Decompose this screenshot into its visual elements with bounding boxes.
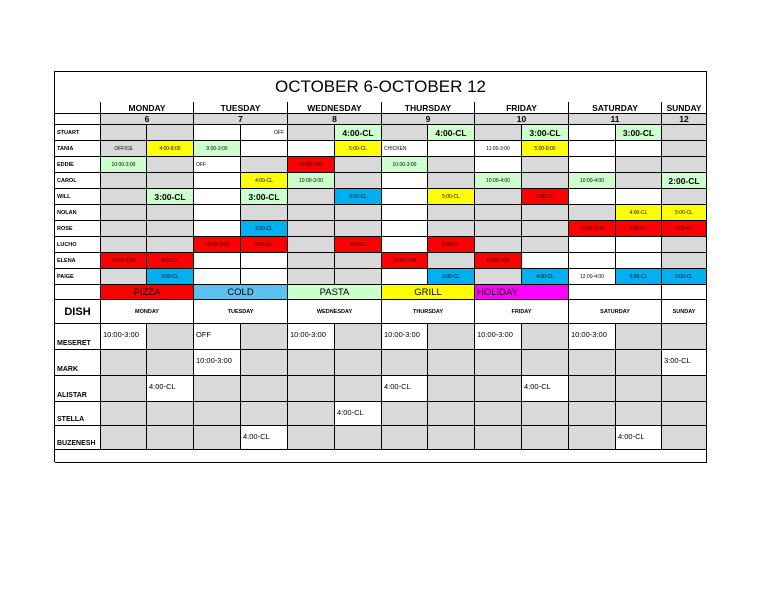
shift-cell[interactable] (194, 189, 241, 205)
shift-cell[interactable]: 5:00-CL (662, 205, 707, 221)
day-header-friday: FRIDAY (475, 102, 569, 114)
date-cell: 8 (288, 114, 382, 125)
shift-cell[interactable]: 10:00-3:00 (569, 221, 616, 237)
dish-shift-cell[interactable] (382, 350, 428, 376)
shift-cell[interactable] (662, 253, 707, 269)
shift-cell[interactable] (428, 157, 475, 173)
shift-cell[interactable] (101, 125, 147, 141)
shift-cell[interactable]: 4:00-CL (616, 205, 662, 221)
shift-cell[interactable] (288, 221, 335, 237)
dish-shift-cell[interactable] (428, 402, 475, 426)
legend-empty-cell (662, 285, 707, 300)
shift-cell[interactable]: 10:00-3:00 (101, 157, 147, 173)
dish-staff-name-meseret: MESERET (55, 324, 101, 350)
shift-cell[interactable]: 10:00-3:00 (382, 253, 428, 269)
shift-cell[interactable] (428, 253, 475, 269)
shift-cell[interactable] (147, 221, 194, 237)
shift-cell[interactable]: 4:00-CL (428, 125, 475, 141)
day-header-tuesday: TUESDAY (194, 102, 288, 114)
dish-shift-cell[interactable] (522, 426, 569, 450)
dish-day-sunday: SUNDAY (662, 300, 707, 324)
shift-cell[interactable]: 4:00-8:00 (147, 141, 194, 157)
shift-cell[interactable]: 5:00-CL (428, 237, 475, 253)
shift-cell[interactable] (335, 221, 382, 237)
dish-day-thursday: THURSDAY (382, 300, 475, 324)
dish-shift-cell[interactable] (335, 324, 382, 350)
shift-cell[interactable] (382, 269, 428, 285)
shift-cell[interactable]: 3:00-CL (147, 189, 194, 205)
shift-cell[interactable]: OFFICE (101, 141, 147, 157)
day-header-monday: MONDAY (101, 102, 194, 114)
staff-name-nolan: NOLAN (55, 205, 101, 221)
dish-shift-cell[interactable]: OFF (194, 324, 241, 350)
shift-cell[interactable] (147, 173, 194, 189)
shift-cell[interactable]: OFF (241, 125, 288, 141)
dish-shift-cell[interactable]: 4:00-CL (522, 376, 569, 402)
staff-name-will: WILL (55, 189, 101, 205)
dish-shift-cell[interactable] (428, 324, 475, 350)
dish-shift-cell[interactable]: 10:00-3:00 (382, 324, 428, 350)
shift-cell[interactable]: 10:00-3:00 (475, 253, 522, 269)
dish-shift-cell[interactable] (616, 376, 662, 402)
dish-shift-cell[interactable] (569, 426, 616, 450)
date-cell: 10 (475, 114, 569, 125)
shift-cell[interactable]: 3:00-CL (616, 125, 662, 141)
dish-shift-cell[interactable]: 4:00-CL (335, 402, 382, 426)
shift-cell[interactable] (616, 253, 662, 269)
dish-shift-cell[interactable] (428, 376, 475, 402)
dish-shift-cell[interactable]: 10:00-3:00 (475, 324, 522, 350)
shift-cell[interactable] (241, 269, 288, 285)
day-header-wednesday: WEDNESDAY (288, 102, 382, 114)
dish-shift-cell[interactable] (428, 350, 475, 376)
dish-shift-cell[interactable] (522, 324, 569, 350)
shift-cell[interactable]: 3:00-CL (522, 189, 569, 205)
shift-cell[interactable] (335, 205, 382, 221)
dish-shift-cell[interactable] (101, 350, 147, 376)
shift-cell[interactable] (662, 237, 707, 253)
shift-cell[interactable]: 2:00-CL (662, 173, 707, 189)
dish-shift-cell[interactable] (147, 324, 194, 350)
staff-name-elena: ELENA (55, 253, 101, 269)
staff-name-tania: TANIA (55, 141, 101, 157)
shift-cell[interactable] (428, 173, 475, 189)
shift-cell[interactable]: 3:00-CL (335, 189, 382, 205)
shift-cell[interactable] (335, 157, 382, 173)
dish-shift-cell[interactable] (147, 426, 194, 450)
category-cold: COLD (194, 285, 288, 300)
dish-shift-cell[interactable]: 4:00-CL (241, 426, 288, 450)
dish-shift-cell[interactable] (101, 402, 147, 426)
bottom-strip (55, 450, 707, 463)
shift-cell[interactable]: 3:00-CL (241, 189, 288, 205)
shift-cell[interactable] (288, 141, 335, 157)
shift-cell[interactable] (382, 205, 428, 221)
shift-cell[interactable] (288, 269, 335, 285)
dish-shift-cell[interactable] (662, 426, 707, 450)
shift-cell[interactable] (475, 157, 522, 173)
shift-cell[interactable]: 11:00-3:00 (475, 141, 522, 157)
shift-cell[interactable] (147, 205, 194, 221)
shift-cell[interactable]: 5:00-8:00 (522, 141, 569, 157)
shift-cell[interactable]: 3:00-CL (428, 269, 475, 285)
dish-shift-cell[interactable] (288, 426, 335, 450)
shift-cell[interactable] (522, 173, 569, 189)
shift-cell[interactable] (382, 125, 428, 141)
shift-cell[interactable] (288, 253, 335, 269)
shift-cell[interactable] (335, 173, 382, 189)
staff-name-paige: PAIGE (55, 269, 101, 285)
dish-shift-cell[interactable] (569, 402, 616, 426)
dish-day-wednesday: WEDNESDAY (288, 300, 382, 324)
shift-cell[interactable] (522, 221, 569, 237)
dish-shift-cell[interactable]: 10:00-3:00 (101, 324, 147, 350)
dish-shift-cell[interactable] (194, 376, 241, 402)
shift-cell[interactable]: 4:00-CL (335, 125, 382, 141)
shift-cell[interactable]: 10:00-3:00 (288, 157, 335, 173)
dish-shift-cell[interactable] (522, 402, 569, 426)
date-cell: 7 (194, 114, 288, 125)
shift-cell[interactable] (382, 237, 428, 253)
dish-shift-cell[interactable] (382, 426, 428, 450)
shift-cell[interactable]: 4:00-CL (241, 173, 288, 189)
shift-cell[interactable] (428, 205, 475, 221)
dish-shift-cell[interactable] (147, 402, 194, 426)
shift-cell[interactable] (569, 157, 616, 173)
shift-cell[interactable] (569, 189, 616, 205)
shift-cell[interactable]: 10:00-4:00 (475, 173, 522, 189)
shift-cell[interactable]: 2:00-CL (662, 269, 707, 285)
dish-shift-cell[interactable] (288, 376, 335, 402)
staff-name-lucho: LUCHO (55, 237, 101, 253)
shift-cell[interactable] (241, 141, 288, 157)
shift-cell[interactable] (569, 237, 616, 253)
date-cell: 11 (569, 114, 662, 125)
category-grill: GRILL (382, 285, 475, 300)
date-cell: 12 (662, 114, 707, 125)
dish-shift-cell[interactable] (616, 350, 662, 376)
shift-cell[interactable] (616, 189, 662, 205)
category-holiday: HOLIDAY (475, 285, 569, 300)
shift-cell[interactable] (428, 141, 475, 157)
shift-cell[interactable] (147, 237, 194, 253)
dish-shift-cell[interactable]: 10:00-3:00 (194, 350, 241, 376)
dish-shift-cell[interactable] (241, 402, 288, 426)
shift-cell[interactable]: 5:00-CL (335, 141, 382, 157)
shift-cell[interactable] (475, 125, 522, 141)
dish-shift-cell[interactable] (241, 350, 288, 376)
dish-shift-cell[interactable] (241, 324, 288, 350)
shift-cell[interactable]: 5:00-CL (616, 269, 662, 285)
shift-cell[interactable] (335, 253, 382, 269)
shift-cell[interactable] (522, 157, 569, 173)
dish-shift-cell[interactable]: 4:00-CL (147, 376, 194, 402)
shift-cell[interactable]: CHICKEN (382, 141, 428, 157)
schedule-title: OCTOBER 6-OCTOBER 12 (275, 77, 486, 96)
dish-shift-cell[interactable]: 10:00-3:00 (569, 324, 616, 350)
dish-shift-cell[interactable] (475, 426, 522, 450)
legend-empty-cell (569, 285, 662, 300)
shift-cell[interactable]: 12:00-4:00 (569, 269, 616, 285)
dish-day-friday: FRIDAY (475, 300, 569, 324)
shift-cell[interactable] (288, 125, 335, 141)
shift-cell[interactable] (241, 253, 288, 269)
shift-cell[interactable]: 10:00-4:00 (569, 173, 616, 189)
shift-cell[interactable] (241, 205, 288, 221)
shift-cell[interactable] (194, 173, 241, 189)
dish-shift-cell[interactable] (335, 426, 382, 450)
shift-cell[interactable] (616, 237, 662, 253)
shift-cell[interactable] (475, 237, 522, 253)
staff-name-carol: CAROL (55, 173, 101, 189)
dish-shift-cell[interactable]: 4:00-CL (382, 376, 428, 402)
shift-cell[interactable]: 10:00-3:00 (382, 157, 428, 173)
shift-cell[interactable]: 4:00-CL (522, 269, 569, 285)
dish-shift-cell[interactable] (428, 426, 475, 450)
staff-name-eddie: EDDIE (55, 157, 101, 173)
staff-name-rose: ROSE (55, 221, 101, 237)
dish-shift-cell[interactable] (288, 402, 335, 426)
dish-staff-name-buzenesh: BUZENESH (55, 426, 101, 450)
dish-shift-cell[interactable] (616, 324, 662, 350)
header-blank-cell (55, 102, 101, 114)
legend-blank-cell (55, 285, 101, 300)
shift-cell[interactable] (569, 141, 616, 157)
dish-day-monday: MONDAY (101, 300, 194, 324)
dish-shift-cell[interactable] (382, 402, 428, 426)
shift-cell[interactable] (101, 189, 147, 205)
shift-cell[interactable] (147, 157, 194, 173)
dish-shift-cell[interactable] (147, 350, 194, 376)
dish-shift-cell[interactable]: 3:00-CL (662, 350, 707, 376)
shift-cell[interactable] (288, 237, 335, 253)
day-header-sunday: SUNDAY (662, 102, 707, 114)
dish-shift-cell[interactable] (662, 402, 707, 426)
category-pizza: PIZZA (101, 285, 194, 300)
dish-shift-cell[interactable] (335, 376, 382, 402)
shift-cell[interactable] (522, 237, 569, 253)
dish-shift-cell[interactable] (522, 350, 569, 376)
dish-shift-cell[interactable] (194, 426, 241, 450)
shift-cell[interactable] (382, 221, 428, 237)
dish-staff-name-alistar: ALISTAR (55, 376, 101, 402)
schedule-sheet (54, 71, 707, 462)
shift-cell[interactable] (616, 173, 662, 189)
shift-cell[interactable] (194, 221, 241, 237)
day-header-thursday: THURSDAY (382, 102, 475, 114)
shift-cell[interactable] (522, 205, 569, 221)
dish-shift-cell[interactable] (288, 350, 335, 376)
dish-shift-cell[interactable] (101, 376, 147, 402)
dish-day-tuesday: TUESDAY (194, 300, 288, 324)
shift-cell[interactable]: 4:00-CL (616, 221, 662, 237)
shift-cell[interactable] (569, 253, 616, 269)
dish-shift-cell[interactable] (569, 350, 616, 376)
dish-shift-cell[interactable] (616, 402, 662, 426)
shift-cell[interactable] (335, 269, 382, 285)
day-header-saturday: SATURDAY (569, 102, 662, 114)
shift-cell[interactable] (662, 141, 707, 157)
date-cell: 6 (101, 114, 194, 125)
dish-shift-cell[interactable] (475, 350, 522, 376)
dish-shift-cell[interactable] (241, 376, 288, 402)
shift-cell[interactable]: 3:00-CL (147, 269, 194, 285)
shift-cell[interactable] (616, 141, 662, 157)
shift-cell[interactable] (522, 253, 569, 269)
dish-shift-cell[interactable]: 4:00-CL (616, 426, 662, 450)
shift-cell[interactable] (101, 173, 147, 189)
shift-cell[interactable] (147, 125, 194, 141)
dish-shift-cell[interactable] (335, 350, 382, 376)
dish-shift-cell[interactable]: 10:00-3:00 (288, 324, 335, 350)
shift-cell[interactable]: 10:00-3:00 (101, 253, 147, 269)
shift-cell[interactable]: 4:00-CL (147, 253, 194, 269)
shift-cell[interactable] (101, 205, 147, 221)
shift-cell[interactable] (475, 189, 522, 205)
shift-cell[interactable]: 5:00-CL (428, 189, 475, 205)
shift-cell[interactable] (101, 221, 147, 237)
shift-cell[interactable] (475, 221, 522, 237)
shift-cell[interactable] (194, 205, 241, 221)
dish-shift-cell[interactable] (101, 426, 147, 450)
dish-shift-cell[interactable] (475, 376, 522, 402)
shift-cell[interactable] (569, 205, 616, 221)
shift-cell[interactable] (288, 189, 335, 205)
shift-cell[interactable] (475, 269, 522, 285)
shift-cell[interactable] (662, 125, 707, 141)
shift-cell[interactable]: 3:00-CL (662, 221, 707, 237)
shift-cell[interactable] (194, 269, 241, 285)
shift-cell[interactable] (662, 157, 707, 173)
shift-cell[interactable]: 9:00-3:00 (194, 141, 241, 157)
dish-day-saturday: SATURDAY (569, 300, 662, 324)
dish-shift-cell[interactable] (569, 376, 616, 402)
dish-shift-cell[interactable] (662, 376, 707, 402)
shift-cell[interactable] (101, 237, 147, 253)
shift-cell[interactable] (101, 269, 147, 285)
shift-cell[interactable]: 3:00-CL (241, 221, 288, 237)
date-blank-cell (55, 114, 101, 125)
date-cell: 9 (382, 114, 475, 125)
dish-staff-name-stella: STELLA (55, 402, 101, 426)
shift-cell[interactable] (382, 173, 428, 189)
shift-cell[interactable]: 3:00-CL (522, 125, 569, 141)
shift-cell[interactable]: 10:00-3:00 (288, 173, 335, 189)
shift-cell[interactable] (569, 125, 616, 141)
dish-shift-cell[interactable] (475, 402, 522, 426)
shift-cell[interactable] (662, 189, 707, 205)
shift-cell[interactable] (194, 125, 241, 141)
shift-cell[interactable]: 3:00-CL (335, 237, 382, 253)
dish-shift-cell[interactable] (662, 324, 707, 350)
dish-label: DISH (55, 300, 101, 324)
shift-cell[interactable]: 10:00-3:00 (194, 237, 241, 253)
shift-cell[interactable]: OFF (194, 157, 241, 173)
shift-cell[interactable] (194, 253, 241, 269)
shift-cell[interactable] (616, 157, 662, 173)
shift-cell[interactable] (288, 205, 335, 221)
dish-shift-cell[interactable] (194, 402, 241, 426)
shift-cell[interactable] (428, 221, 475, 237)
shift-cell[interactable] (241, 157, 288, 173)
shift-cell[interactable]: 5:00-CL (241, 237, 288, 253)
dish-staff-name-mark: MARK (55, 350, 101, 376)
shift-cell[interactable] (475, 205, 522, 221)
staff-name-stuart: STUART (55, 125, 101, 141)
shift-cell[interactable] (382, 189, 428, 205)
category-pasta: PASTA (288, 285, 382, 300)
